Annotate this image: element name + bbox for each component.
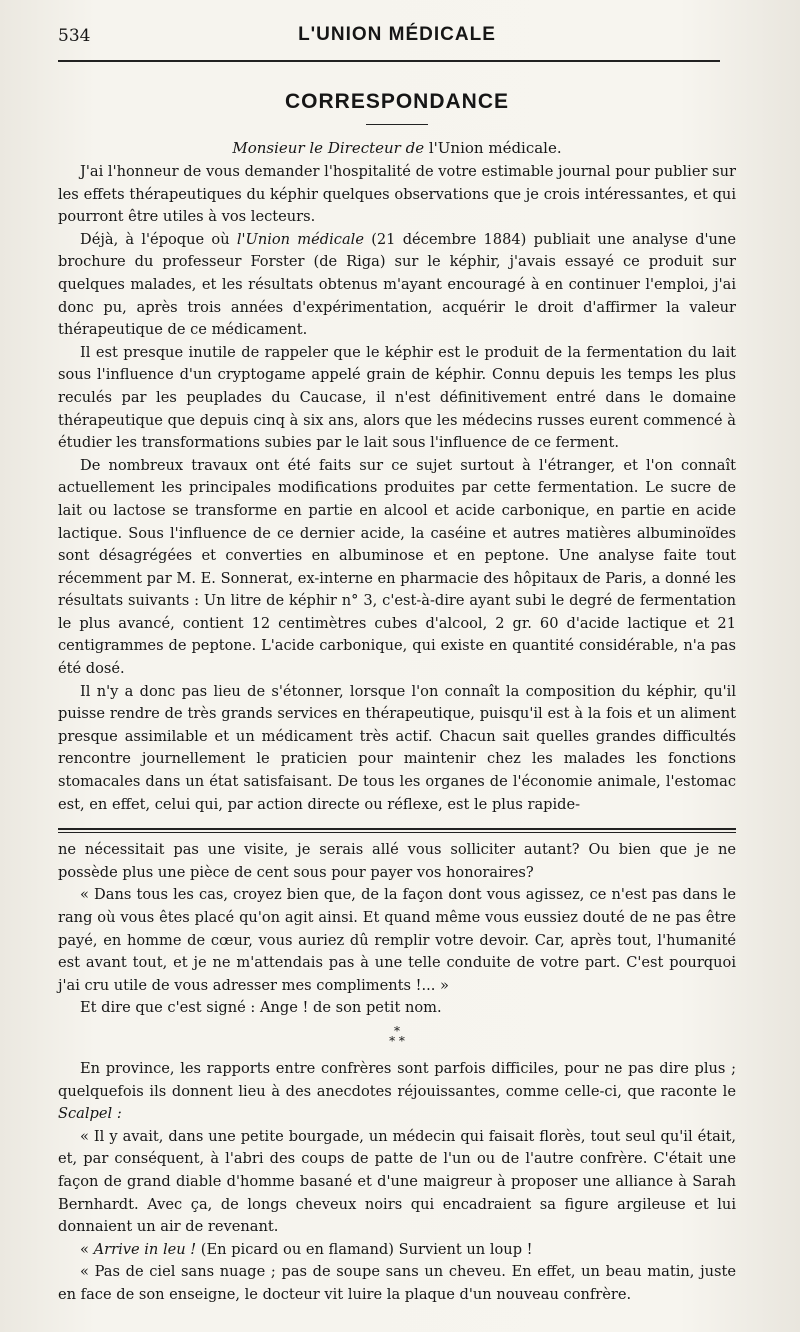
feuilleton-paragraph: Et dire que c'est signé : Ange ! de son petit nom. (80, 999, 442, 1017)
section-title: CORRESPONDANCE (284, 90, 510, 113)
feuilleton-paragraph: En province, les rapports entre confrères sont parfois difficiles, pour ne pas dire plus ; quelquefois ils donnent lieu à des anecdotes réjouissantes, comme celle-ci, que raconte le Scalpel : (58, 1059, 736, 1123)
letter-paragraph: Déjà, à l'époque où l'Union médicale (21 décembre 1884) publiait une analyse d'une brochure du professeur Forster (de Riga) sur le képhir, j'avais essayé ce produit sur quelques malades, et les résultats obtenus m'ayant encouragé à en continuer l'emploi, j'ai donc pu, après trois années d'expérimentation, acquérir le droit d'affirmer la valeur thérapeutique de ce médicament. (58, 230, 736, 339)
feuilleton-paragraph: ne nécessitait pas une visite, je serais allé vous solliciter autant? Ou bien que je ne possède plus une pièce de cent sous pour payer vos honoraires? (58, 841, 736, 881)
feuilleton-paragraph: « Arrive in leu ! (En picard ou en flamand) Survient un loup ! (80, 1240, 533, 1258)
title-rule (366, 124, 428, 125)
letter-paragraph: Il est presque inutile de rappeler que le képhir est le produit de la fermentation du lait sous l'influence d'un cryptogame appelé grain de képhir. Connu depuis les temps les plus reculés par les peuplades du Caucase, il n'est définitivement entré dans le domaine thérapeutique que depuis cinq à six ans, alors que les médecins russes eurent commencé à étudier les transformations subies par le lait sous l'influence de ce ferment. (58, 343, 736, 452)
salutation-prefix: Monsieur le Directeur de (232, 139, 429, 157)
letter-body (58, 161, 736, 816)
salutation (58, 139, 736, 157)
asterism-separator: * * * (389, 1023, 405, 1048)
feuilleton-divider (58, 828, 736, 833)
letter-paragraph: J'ai l'honneur de vous demander l'hospitalité de votre estimable journal pour publier sur les effets thérapeutiques du képhir quelques observations que je crois intéressantes, et qui pourront être utiles à vos lecteurs. (58, 163, 736, 226)
letter-paragraph: De nombreux travaux ont été faits sur ce sujet surtout à l'étranger, et l'on connaît actuellement les principales modifications produites par cette fermentation. Le sucre de lait ou lactose se transforme en partie en alcool et acide carbonique, en partie en acide lactique. Sous l'influence de ce dernier acide, la caséine et autres matières albuminoïdes sont désagrégées et converties en albuminose et en peptone. Une analyse faite tout récemment par M. E. Sonnerat, ex-interne en pharmacie des hôpitaux de Paris, a donné les résultats suivants : Un litre de képhir n° 3, c'est-à-dire ayant subi le degré de fermentation le plus avancé, contient 12 centimètres cubes d'alcool, 2 gr. 60 d'acide lactique et 21 centigrammes de peptone. L'acide carbonique, qui existe en quantité considérable, n'a pas été dosé. (58, 456, 736, 678)
running-title: L'UNION MÉDICALE (298, 24, 496, 45)
feuilleton-paragraph: « Il y avait, dans une petite bourgade, un médecin qui faisait florès, tout seul qu'il était, et, par conséquent, à l'abri des coups de patte de l'un ou de l'autre confrère. C'était une façon de grand diable d'homme basané et d'une maigreur à proposer une alliance à Sarah Bernhardt. Avec ça, de longs cheveux noirs qui encadraient sa figure argileuse et lui donnaient un air de revenant. (58, 1127, 736, 1236)
page-number: 534 (58, 26, 91, 46)
feuilleton-paragraph: « Pas de ciel sans nuage ; pas de soupe sans un cheveu. En effet, un beau matin, juste en face de son enseigne, le docteur vit luire la plaque d'un nouveau confrère. (58, 1263, 736, 1303)
header-rule (58, 60, 720, 62)
feuilleton-paragraph: « Dans tous les cas, croyez bien que, de la façon dont vous agissez, ce n'est pas dans le rang où vous êtes placé qu'on agit ainsi. Et quand même vous eussiez douté de ne pas être payé, en homme de cœur, vous auriez dû remplir votre devoir. Car, après tout, l'humanité est avant tout, et je ne m'attendais pas à une telle conduite de votre part. C'est pourquoi j'ai cru utile de vous adresser mes compliments !... » (58, 886, 736, 994)
salutation-journal: l'Union médicale. (428, 139, 562, 157)
letter-paragraph: Il n'y a donc pas lieu de s'étonner, lorsque l'on connaît la composition du képhir, qu'il puisse rendre de très grands services en thérapeutique, puisqu'il est à la fois et un aliment presque assimilable et un médicament très actif. Chacun sait quelles grandes difficultés rencontre journellement le praticien pour maintenir chez les malades les fonctions stomacales dans un état satisfaisant. De tous les organes de l'économie animale, l'estomac est, en effet, celui qui, par action directe ou réflexe, est le plus rapide- (58, 682, 736, 813)
feuilleton-body (58, 839, 736, 1306)
page-header (58, 18, 736, 52)
